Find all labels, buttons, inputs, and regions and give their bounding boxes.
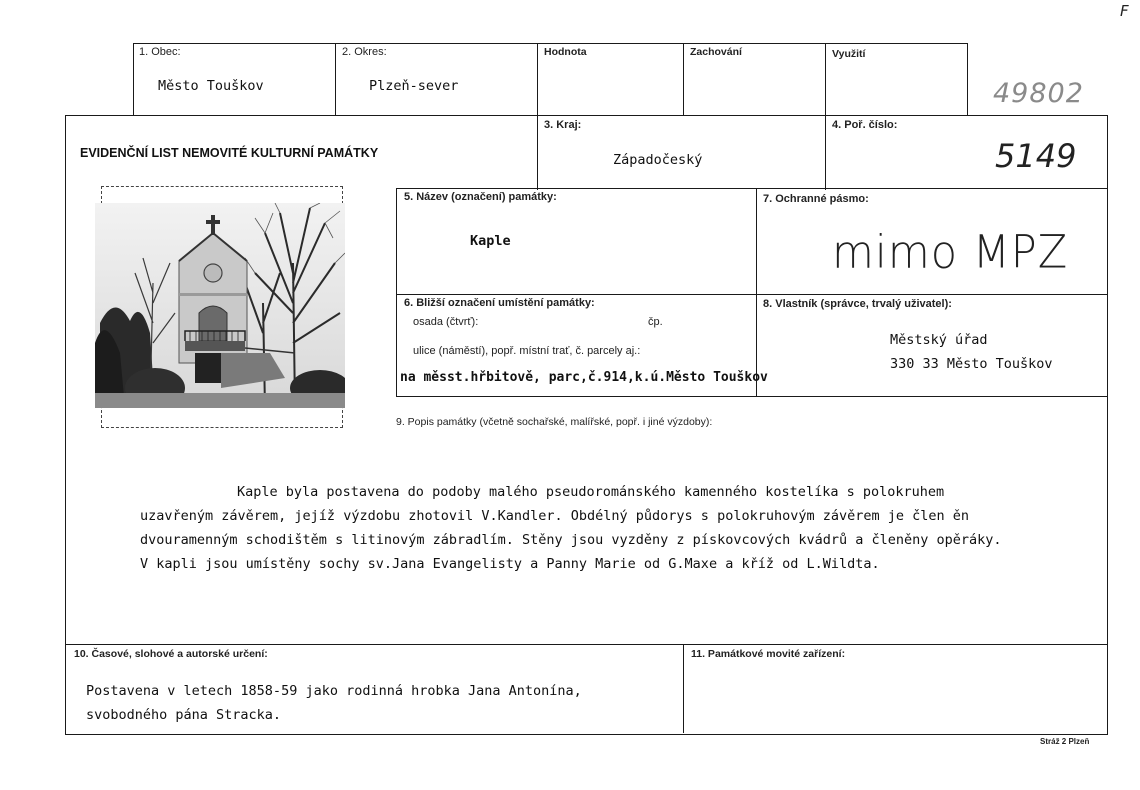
osada-label: osada (čtvrť):: [413, 316, 479, 328]
cp-label: čp.: [648, 316, 663, 328]
doc-number-handwritten: 49802: [993, 78, 1084, 109]
ochranne-pasmo-label: 7. Ochranné pásmo:: [763, 193, 869, 205]
zachovani-label: Zachování: [690, 46, 742, 58]
corner-mark: F: [1120, 2, 1129, 20]
vyuziti-label: Využití: [832, 48, 866, 60]
hodnota-label: Hodnota: [544, 46, 587, 58]
popis-line-2: uzavřeným závěrem, jejíž výzdobu zhotovil V.Kandler. Obdélný půdorys s polokruhovým závěrem je člen ěn: [140, 508, 970, 524]
obec-value: Město Touškov: [158, 78, 264, 94]
nazev-label: 5. Název (označení) památky:: [404, 191, 557, 203]
urceni-label: 10. Časové, slohové a autorské určení:: [74, 648, 268, 660]
chapel-photo: [95, 203, 345, 408]
urceni-line2: svobodného pána Stracka.: [86, 707, 282, 723]
por-cislo-value: 5149: [995, 137, 1077, 175]
okres-value: Plzeň-sever: [369, 78, 459, 94]
popis-line-4: V kapli jsou umístěny sochy sv.Jana Evangelisty a Panny Marie od G.Maxe a kříž od L.Wildta.: [140, 556, 880, 572]
movite-label: 11. Památkové movité zařízení:: [691, 648, 846, 660]
por-cislo-label: 4. Poř. číslo:: [832, 119, 898, 131]
obec-label: 1. Obec:: [139, 46, 181, 58]
urceni-line1: Postavena v letech 1858-59 jako rodinná hrobka Jana Antonína,: [86, 683, 582, 699]
vlastnik-line2: 330 33 Město Touškov: [890, 356, 1053, 372]
umisteni-label: 6. Bližší označení umístění památky:: [404, 297, 595, 309]
ulice-label: ulice (náměstí), popř. místní trať, č. parcely aj.:: [413, 345, 641, 357]
okres-label: 2. Okres:: [342, 46, 387, 58]
vlastnik-label: 8. Vlastník (správce, trvalý uživatel):: [763, 298, 952, 310]
popis-line-3: dvouramenným schodištěm s litinovým zábradlím. Stěny jsou vyzděny z pískovcových kvádrů a členěny opěráky.: [140, 532, 1002, 548]
popis-text: [140, 480, 1002, 576]
printer-footer: Stráž 2 Plzeň: [1040, 737, 1090, 746]
form-title: EVIDENČNÍ LIST NEMOVITÉ KULTURNÍ PAMÁTKY: [80, 146, 379, 160]
kraj-label: 3. Kraj:: [544, 119, 582, 131]
kraj-value: Západočeský: [613, 152, 703, 168]
ochranne-pasmo-value: mimo MPZ: [832, 226, 1069, 280]
nazev-value: Kaple: [470, 233, 511, 249]
vlastnik-line1: Městský úřad: [890, 332, 988, 348]
popis-line-1: Kaple byla postavena do podoby malého pseudorománského kamenného kostelíka s polokruhem: [237, 484, 945, 500]
popis-label: 9. Popis památky (včetně sochařské, malířské, popř. i jiné výzdoby):: [396, 416, 713, 428]
nazev-box: [396, 188, 757, 295]
umisteni-value: na měsst.hřbitově, parc,č.914,k.ú.Město Touškov: [400, 370, 768, 385]
